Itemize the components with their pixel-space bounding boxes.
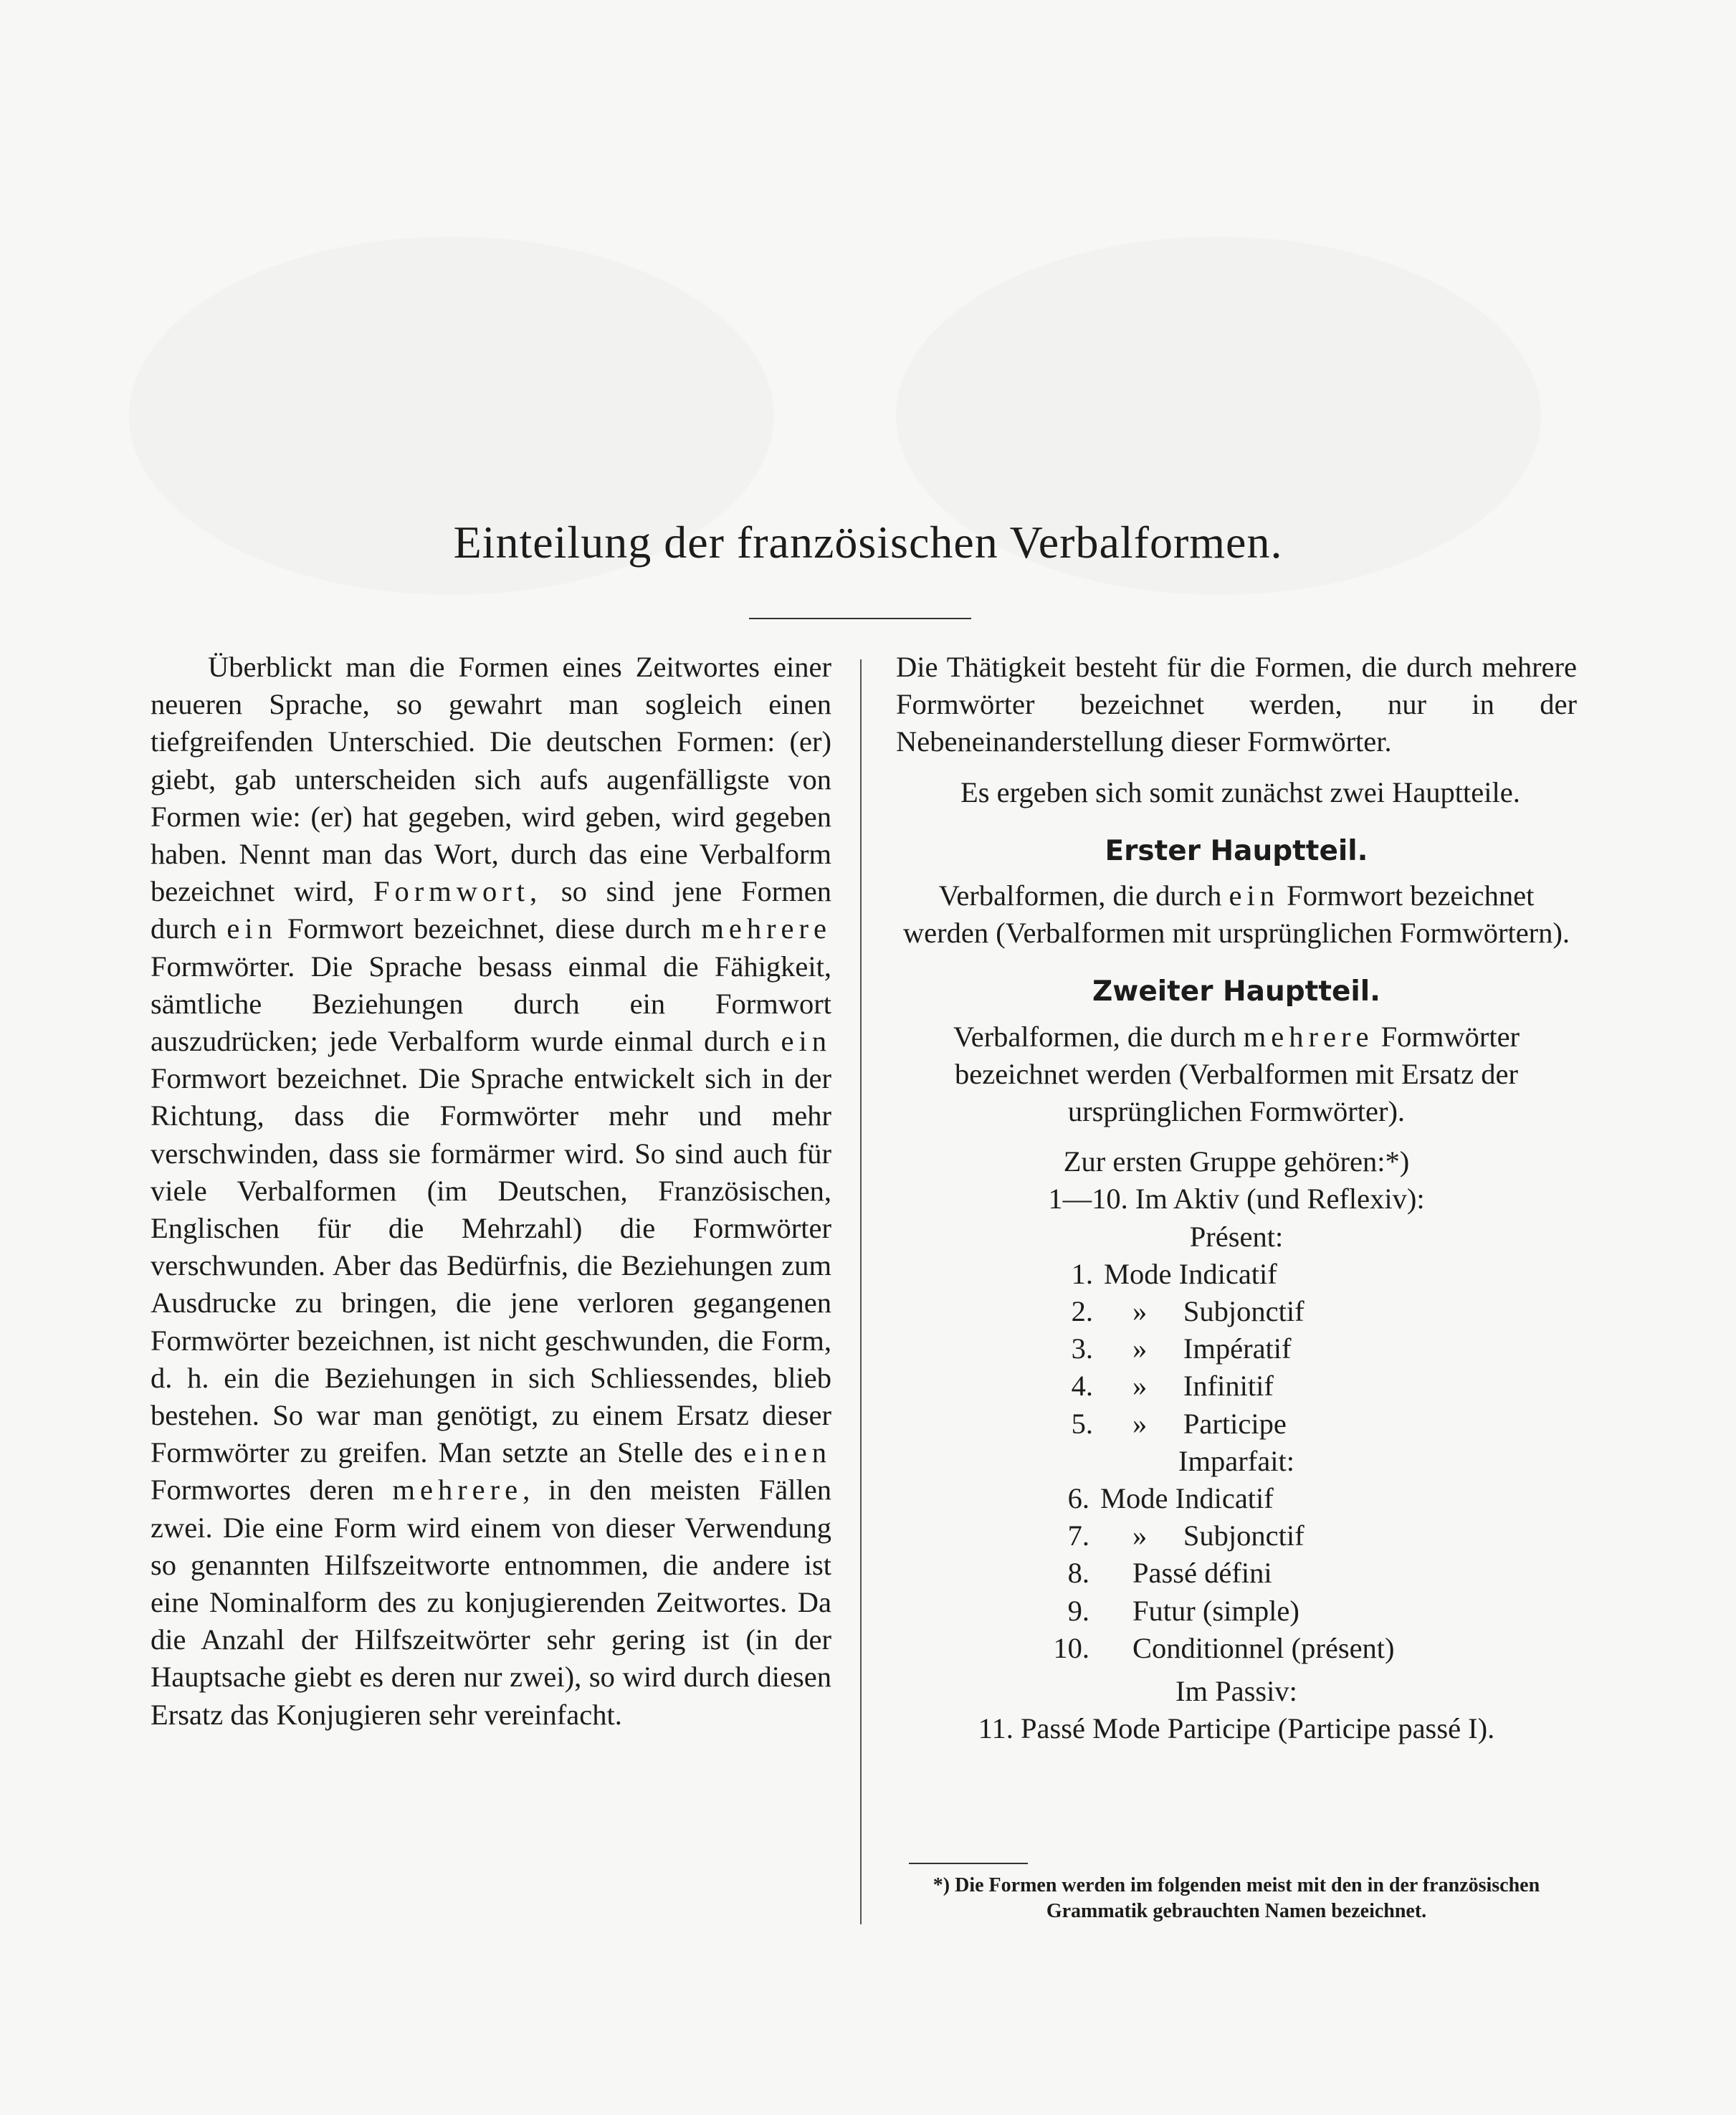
right-column <box>896 649 1577 1747</box>
spaced-word: Formwort, <box>373 875 543 908</box>
list-text: Passé défini <box>1132 1557 1272 1590</box>
list-item <box>896 1405 1577 1443</box>
text-run: Formwörter. Die Sprache besass einmal die Fähigkeit, sämtliche Beziehungen durch ein Formwort auszudrücken; jede Verbalform wurde einmal durch <box>151 950 831 1058</box>
list-text: Mode Indicatif <box>1100 1481 1274 1514</box>
passiv-label: Im Passiv: <box>1175 1674 1297 1707</box>
list-number: 10. <box>1053 1631 1089 1664</box>
list-number: 9. <box>1067 1594 1089 1627</box>
heading-erster-hauptteil: Erster Hauptteil. <box>1105 834 1368 867</box>
list-item <box>896 1480 1577 1517</box>
list-item <box>896 1555 1577 1592</box>
footnote: *) Die Formen werden im folgenden meist mit den in der französischen Grammatik gebrauchten Namen bezeichnet. <box>933 1874 1540 1922</box>
spaced-word: einen <box>743 1436 831 1469</box>
heading-zweiter-hauptteil: Zweiter Hauptteil. <box>1092 975 1380 1008</box>
list-text: » Impératif <box>1132 1332 1292 1365</box>
list-number: 8. <box>1067 1557 1089 1590</box>
list-item <box>896 1593 1577 1630</box>
title-divider <box>749 618 971 619</box>
text-run: Formwortes deren <box>151 1474 393 1507</box>
spaced-word: ein <box>1229 879 1279 912</box>
list-number: 4. <box>1071 1370 1093 1403</box>
column-divider <box>860 659 862 1924</box>
passiv-item: 11. Passé Mode Participe (Participe passé I). <box>978 1712 1495 1745</box>
left-paragraph <box>151 649 831 1734</box>
left-column <box>151 649 831 1734</box>
zweiter-hauptteil-description <box>896 1018 1577 1131</box>
list-item <box>896 1517 1577 1555</box>
list-item <box>896 1330 1577 1367</box>
list-text: » Subjonctif <box>1132 1295 1305 1328</box>
spaced-word: mehrere <box>392 1474 523 1507</box>
list-text: Futur (simple) <box>1132 1594 1299 1627</box>
imparfait-label: Imparfait: <box>1178 1444 1294 1477</box>
list-text: Mode Indicatif <box>1104 1257 1277 1290</box>
list-number: 1. <box>1071 1257 1093 1290</box>
spaced-word: ein <box>781 1025 831 1058</box>
text-run: , in den meisten Fällen zwei. Die eine Form wird einem von dieser Verwendung so genannten Hilfszeitworte entnommen, die andere ist eine Nominalform des zu konjugierenden Zeitwortes. Da die Anzahl der Hilfszeitwörter sehr gering ist (in der Hauptsache giebt es deren nur zwei), so wird durch diesen Ersatz das Konjugieren sehr vereinfacht. <box>151 1474 831 1731</box>
list-item <box>896 1367 1577 1405</box>
intro-paragraph: Die Thätigkeit besteht für die Formen, die durch mehrere Formwörter bezeichnet werden, nur in der Nebeneinanderstellung dieser Formwörter. <box>896 651 1577 758</box>
list-item <box>896 1293 1577 1330</box>
list-text: » Infinitif <box>1132 1370 1274 1403</box>
list-item <box>896 1256 1577 1293</box>
text-run: Formwörter bezeichnet werden (Verbalformen mit Ersatz der ursprünglichen Formwörter). <box>955 1020 1520 1128</box>
erster-hauptteil-description <box>896 877 1577 952</box>
list-text: Conditionnel (présent) <box>1132 1631 1395 1664</box>
text-run: Formwort bezeichnet. Die Sprache entwickelt sich in der Richtung, dass die Formwörter mehr und mehr verschwinden, dass sie formärmer wird. So sind auch für viele Verbalformen (im Deutschen, Französischen, Englischen für die Mehrzahl) die Formwörter verschwunden. Aber das Bedürfnis, die Beziehungen zum Ausdrucke zu bringen, die jene verloren gegangenen Formwörter bezeichnen, ist nicht geschwunden, die Form, d. h. ein die Beziehungen in sich Schliessendes, blieb bestehen. So war man genötigt, zu einem Ersatz dieser Formwörter zu greifen. Man setzte an Stelle des <box>151 1062 831 1469</box>
list-number: 3. <box>1071 1332 1093 1365</box>
text-run: Verbalformen, die durch <box>953 1020 1244 1053</box>
list-text: » Participe <box>1132 1407 1287 1440</box>
list-number: 6. <box>1067 1481 1089 1514</box>
list-text: » Subjonctif <box>1132 1519 1305 1552</box>
list-number: 2. <box>1071 1295 1093 1328</box>
text-run: Formwort bezeichnet, diese durch <box>277 912 702 945</box>
text-run: Verbalformen, die durch <box>938 879 1229 912</box>
spaced-word: mehrere <box>701 912 831 945</box>
result-paragraph: Es ergeben sich somit zunächst zwei Hauptteile. <box>960 775 1520 808</box>
list-number: 7. <box>1067 1519 1089 1552</box>
text-run: so sind jene Formen durch <box>151 875 831 945</box>
spaced-word: ein <box>226 912 277 945</box>
group-line: Zur ersten Gruppe gehören:*) <box>1063 1145 1410 1178</box>
footnote-divider <box>909 1863 1028 1864</box>
list-number: 5. <box>1071 1407 1093 1440</box>
range-line: 1—10. Im Aktiv (und Reflexiv): <box>1048 1183 1425 1216</box>
page-title: Einteilung der französischen Verbalformen. <box>453 517 1283 568</box>
list-item <box>896 1630 1577 1667</box>
text-run: Formwort bezeichnet werden (Verbalformen mit ursprünglichen Formwörtern). <box>902 879 1570 950</box>
text-run: Überblickt man die Formen eines Zeitwortes einer neueren Sprache, so gewahrt man sogleich einen tiefgreifenden Unterschied. Die deutschen Formen: (er) giebt, gab unterscheiden sich aufs augenfälligste von Formen wie: (er) hat gegeben, wird geben, wird gegeben haben. Nennt man das Wort, durch das eine Verbalform bezeichnet wird, <box>151 651 831 908</box>
present-label: Présent: <box>1189 1220 1284 1253</box>
spaced-word: mehrere <box>1243 1020 1374 1053</box>
